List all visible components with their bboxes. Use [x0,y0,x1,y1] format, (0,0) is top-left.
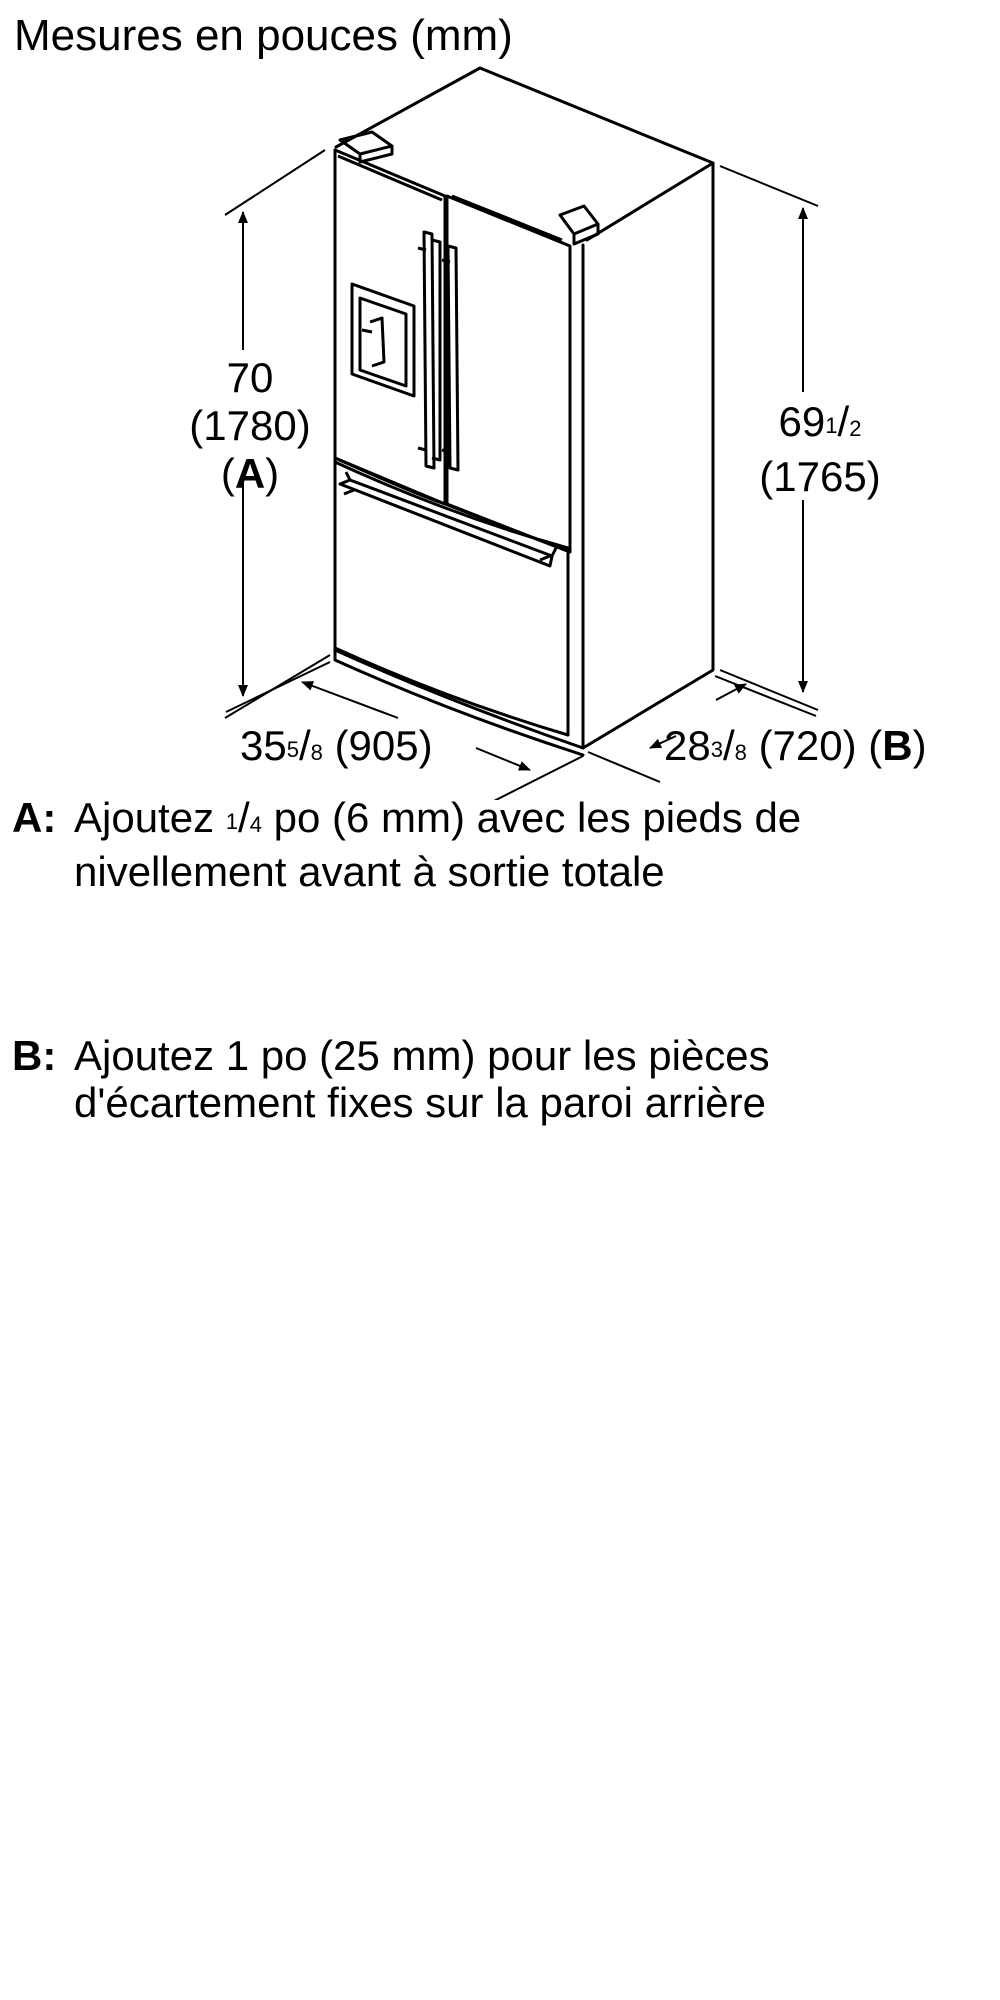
width-label: $35^5/8$ (905) [240,722,433,769]
freezer-drawer [335,458,570,735]
depth-label: $28^3/8$ (720) (B) [664,722,927,769]
width-mm: (905) [334,722,433,769]
depth-ref: (B) [868,722,927,769]
note-b [12,1032,972,1126]
height-total-label [160,354,340,498]
right-door [447,196,598,552]
note-b-tag: B: [12,1032,57,1079]
refrigerator-outline [335,68,713,755]
page-title: Mesures en pouces (mm) [14,11,513,60]
height-total-mm: (1780) [189,402,311,449]
depth-mm: (720) [758,722,857,769]
door-handles [418,232,458,470]
note-a [12,794,972,895]
note-b-text: Ajoutez 1 po (25 mm) pour les pièces d'écartement fixes sur la paroi arrière [74,1032,770,1126]
note-a-text: Ajoutez $^1$/4 po (6 mm) avec les pieds de nivellement avant à sortie totale [74,794,802,895]
height-total-ref: (A) [220,450,280,497]
height-case-mm: (1765) [759,453,881,500]
height-total-inches: 70 [226,354,274,401]
height-case-label [730,398,910,501]
note-a-tag: A: [12,794,57,841]
water-dispenser [352,284,414,396]
height-case-inches: $69^1/2$ [778,398,862,445]
